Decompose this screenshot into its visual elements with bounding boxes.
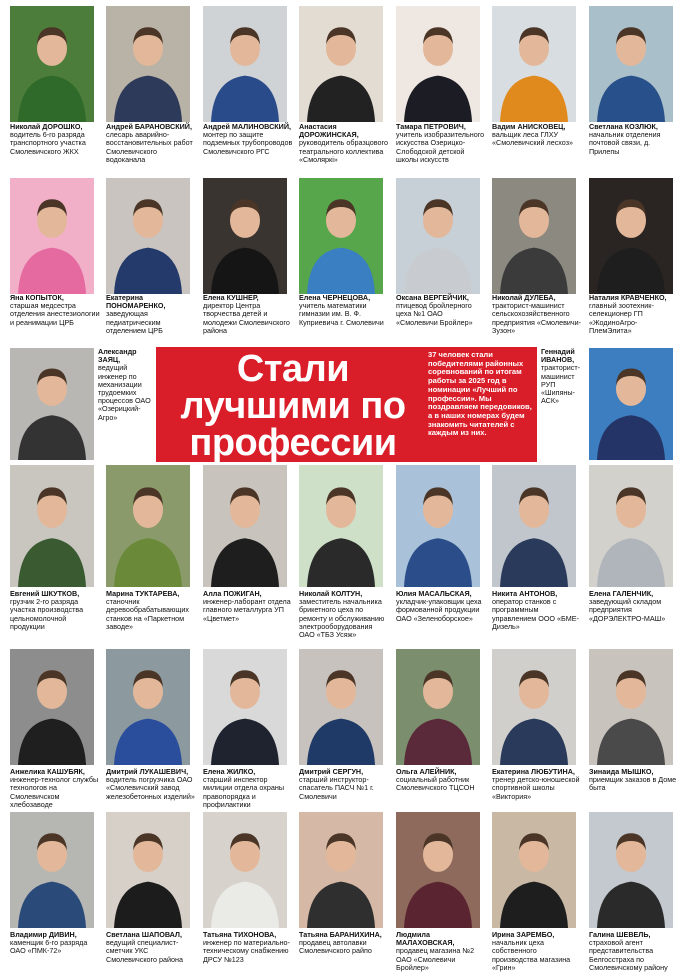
- portrait-photo: [589, 465, 673, 587]
- person-role: старший инструктор-спасатель ПАСЧ №1 г. Смолевичи: [299, 775, 374, 801]
- portrait-photo: [10, 178, 94, 294]
- person-name: Николай ДУЛЕБА,: [492, 293, 556, 302]
- person-caption: [299, 590, 389, 639]
- portrait-photo: [589, 6, 673, 122]
- portrait-photo: [492, 812, 576, 928]
- person-role: учитель изобразительного искусства Озерицко-Слободской детской школы искусств: [396, 130, 485, 164]
- portrait-photo: [203, 6, 287, 122]
- portrait-photo: [10, 465, 94, 587]
- person-name: Людмила МАЛАХОВСКАЯ,: [396, 930, 455, 948]
- person-caption: [10, 768, 100, 809]
- person-role: главный зоотехник-селекционер ГП «ЖодиноАгро-ПлемЭлита»: [589, 301, 654, 335]
- person-caption: [106, 294, 196, 335]
- person-role: заместитель начальника брикетного цеха по ремонту и обслуживанию электрооборудования ОАО «ТБЗ Усяж»: [299, 597, 385, 640]
- person-name: Елена ГАЛЕНЧИК,: [589, 589, 654, 598]
- person-name: Светлана ШАПОВАЛ,: [106, 930, 182, 939]
- person-role: водитель погрузчика ОАО «Смолевичский завод железобетонных изделий»: [106, 775, 195, 801]
- person-name: Николай ДОРОШКО,: [10, 122, 83, 131]
- person-name: Анжелика КАШУБЯК,: [10, 767, 85, 776]
- person-role: слесарь аварийно-восстановительных работ Смолевичского водоканала: [106, 130, 193, 164]
- person-role: продавец магазина №2 ОАО «Смолевичи Бройлер»: [396, 946, 475, 972]
- person-name: Анастасия ДОРОЖИНСКАЯ,: [299, 122, 359, 140]
- person-role: ведущий инженер по механизации трудоемких процессов ОАО «Озерицкий-Агро»: [98, 363, 151, 422]
- person-name: Ирина ЗАРЕМБО,: [492, 930, 555, 939]
- person-caption: [299, 294, 389, 327]
- portrait-photo: [492, 178, 576, 294]
- person-role: вальщик леса ГЛХУ «Смолевичский лесхоз»: [492, 130, 574, 148]
- person-caption: [492, 294, 582, 335]
- person-role: птицевод бройлерного цеха №1 ОАО «Смолевичи Бройлер»: [396, 301, 473, 327]
- person-caption: [396, 590, 486, 623]
- person-name: Тамара ПЕТРОВИЧ,: [396, 122, 466, 131]
- person-caption: [396, 768, 486, 793]
- portrait-photo: [106, 6, 190, 122]
- person-role: руководитель образцового театрального коллектива «Смоляркі»: [299, 138, 388, 164]
- person-name: Евгений ШКУТКОВ,: [10, 589, 80, 598]
- person-name: Галина ШЕВЕЛЬ,: [589, 930, 651, 939]
- person-caption: [106, 590, 196, 631]
- person-name: Екатерина ЛЮБУТИНА,: [492, 767, 575, 776]
- person-caption: [589, 123, 679, 156]
- person-name: Елена ЖИЛКО,: [203, 767, 256, 776]
- person-name: Елена КУШНЕР,: [203, 293, 259, 302]
- portrait-photo: [106, 649, 190, 765]
- person-caption: [396, 931, 486, 972]
- portrait-photo: [396, 649, 480, 765]
- portrait-photo: [10, 6, 94, 122]
- portrait-photo: [492, 649, 576, 765]
- portrait-photo: [396, 6, 480, 122]
- portrait-photo: [106, 465, 190, 587]
- portrait-photo: [106, 178, 190, 294]
- portrait-photo: [299, 6, 383, 122]
- person-name: Геннадий ИВАНОВ,: [541, 347, 575, 365]
- portrait-photo: [396, 465, 480, 587]
- portrait-photo: [299, 178, 383, 294]
- person-name: Марина ТУКТАРЕВА,: [106, 589, 180, 598]
- person-role: старшая медсестра отделения анестезиологии и реанимации ЦРБ: [10, 301, 100, 327]
- headline-title: Стали лучшими по профессии: [180, 348, 406, 464]
- person-name: Николай КОЛТУН,: [299, 589, 363, 598]
- person-caption: [203, 590, 293, 623]
- person-name: Елена ЧЕРНЕЦОВА,: [299, 293, 371, 302]
- person-caption: [589, 768, 679, 793]
- person-role: учитель математики гимназии им. В. Ф. Куприевича г. Смолевичи: [299, 301, 384, 327]
- person-caption: [10, 931, 100, 956]
- person-name: Дмитрий ЛУКАШЕВИЧ,: [106, 767, 189, 776]
- person-name: Александр ЗАЯЦ,: [98, 347, 137, 365]
- portrait-photo: [396, 178, 480, 294]
- portrait-photo: [299, 812, 383, 928]
- person-caption: [589, 294, 679, 335]
- portrait-photo: [589, 812, 673, 928]
- person-name: Зинаида МЫШКО,: [589, 767, 654, 776]
- person-caption: [106, 768, 196, 801]
- person-name: Юлия МАСАЛЬСКАЯ,: [396, 589, 472, 598]
- person-caption: [396, 123, 486, 164]
- portrait-photo: [299, 465, 383, 587]
- person-name: Никита АНТОНОВ,: [492, 589, 558, 598]
- person-role: инженер по материально-техническому снабжению ДРСУ №123: [203, 938, 290, 964]
- person-caption: [203, 931, 293, 964]
- person-caption: [299, 768, 389, 801]
- person-role: тракторист-машинист РУП «Шипяны-АСК»: [541, 363, 581, 406]
- portrait-photo: [492, 6, 576, 122]
- person-caption: [10, 123, 100, 156]
- person-role: ведущий специалист-сметчик УКС Смолевичского района: [106, 938, 183, 964]
- portrait-photo: [396, 812, 480, 928]
- person-name: Яна КОПЫТОК,: [10, 293, 64, 302]
- person-name: Владимир ДИВИН,: [10, 930, 77, 939]
- person-name: Дмитрий СЕРГУН,: [299, 767, 364, 776]
- person-caption: [589, 590, 679, 623]
- person-caption: [492, 123, 582, 148]
- portrait-photo: [589, 178, 673, 294]
- portrait-photo: [203, 178, 287, 294]
- person-role: заведующая педиатрическим отделением ЦРБ: [106, 309, 163, 335]
- person-name: Екатерина ПОНОМАРЕНКО,: [106, 293, 166, 311]
- person-caption: [541, 348, 587, 405]
- person-role: инженер-технолог службы технологов на Смолевичском хлебозаводе: [10, 775, 99, 809]
- person-name: Светлана КОЗЛЮК,: [589, 122, 658, 131]
- person-role: инженер-лаборант отдела главного металлурга УП «Цветмет»: [203, 597, 291, 623]
- person-role: монтер по защите подземных трубопроводов Смолевичского РГС: [203, 130, 293, 156]
- person-role: тренер детско-юношеской спортивной школы «Виктория»: [492, 775, 580, 801]
- person-role: начальник отделения почтовой связи, д. Прилепы: [589, 130, 661, 156]
- person-caption: [492, 768, 582, 801]
- portrait-photo: [492, 465, 576, 587]
- person-caption: [299, 123, 389, 164]
- portrait-photo: [299, 649, 383, 765]
- person-role: тракторист-машинист сельскохозяйственного предприятия «Смолевичи-Зузон»: [492, 301, 582, 335]
- person-caption: [203, 294, 293, 335]
- person-role: директор Центра творчества детей и молодежи Смолевичского района: [203, 301, 290, 335]
- person-caption: [106, 123, 196, 164]
- portrait-photo: [106, 812, 190, 928]
- person-role: заведующий складом предприятия «ДОРЭЛЕКТРО-МАШ»: [589, 597, 666, 623]
- person-role: водитель 6-го разряда транспортного участка Смолевичского ЖКХ: [10, 130, 86, 156]
- person-name: Ольга АЛЕЙНИК,: [396, 767, 457, 776]
- person-role: грузчик 2-го разряда участка производства цельномолочной продукции: [10, 597, 84, 631]
- person-caption: [299, 931, 389, 956]
- person-caption: [203, 768, 293, 809]
- person-role: оператор станков с программным управлением ООО «БМЕ-Дизель»: [492, 597, 579, 631]
- person-caption: [492, 590, 582, 631]
- portrait-photo: [203, 812, 287, 928]
- headline-intro: 37 человек стали победителями районных соревнований по итогам работы за 2025 год в номинации «Лучший по профессии». Мы поздравляем передовиков, а в наших номерах будем знакомить читателей с каждым из них.: [428, 350, 532, 438]
- person-caption: [10, 294, 100, 327]
- person-role: станочник деревообрабатывающих станков на «Паркетном заводе»: [106, 597, 189, 631]
- person-caption: [98, 348, 154, 422]
- person-caption: [10, 590, 100, 631]
- portrait-photo: [10, 348, 94, 460]
- person-role: социальный работник Смолевичского ТЦСОН: [396, 775, 475, 793]
- portrait-photo: [203, 465, 287, 587]
- person-name: Алла ПОЖИГАН,: [203, 589, 262, 598]
- person-caption: [396, 294, 486, 327]
- person-name: Андрей БАРАНОВСКИЙ,: [106, 122, 192, 131]
- portrait-photo: [589, 649, 673, 765]
- portrait-photo: [589, 348, 673, 460]
- portrait-photo: [203, 649, 287, 765]
- person-role: начальник цеха собственного производства магазина «Грин»: [492, 938, 571, 972]
- person-caption: [203, 123, 293, 156]
- person-name: Татьяна БАРАНИХИНА,: [299, 930, 382, 939]
- person-name: Вадим АНИСКОВЕЦ,: [492, 122, 566, 131]
- person-role: старший инспектор милиции отдела охраны правопорядка и профилактики: [203, 775, 284, 809]
- headline-banner: [156, 347, 537, 462]
- person-name: Татьяна ТИХОНОВА,: [203, 930, 277, 939]
- person-role: продавец автолавки Смолевичского райпо: [299, 938, 372, 956]
- portrait-photo: [10, 649, 94, 765]
- person-caption: [589, 931, 679, 972]
- person-role: укладчик-упаковщик цеха формованной продукции ОАО «Зеленоборское»: [396, 597, 482, 623]
- person-name: Андрей МАЛИНОВСКИЙ,: [203, 122, 291, 131]
- person-name: Оксана ВЕРГЕЙЧИК,: [396, 293, 469, 302]
- person-role: каменщик 6-го разряда ОАО «ПМК-72»: [10, 938, 88, 956]
- person-caption: [106, 931, 196, 964]
- person-role: страховой агент представительства Белгосстраха по Смолевичскому району: [589, 938, 668, 972]
- portrait-photo: [10, 812, 94, 928]
- person-name: Наталия КРАВЧЕНКО,: [589, 293, 667, 302]
- person-caption: [492, 931, 582, 972]
- person-role: приемщик заказов в Доме быта: [589, 775, 677, 793]
